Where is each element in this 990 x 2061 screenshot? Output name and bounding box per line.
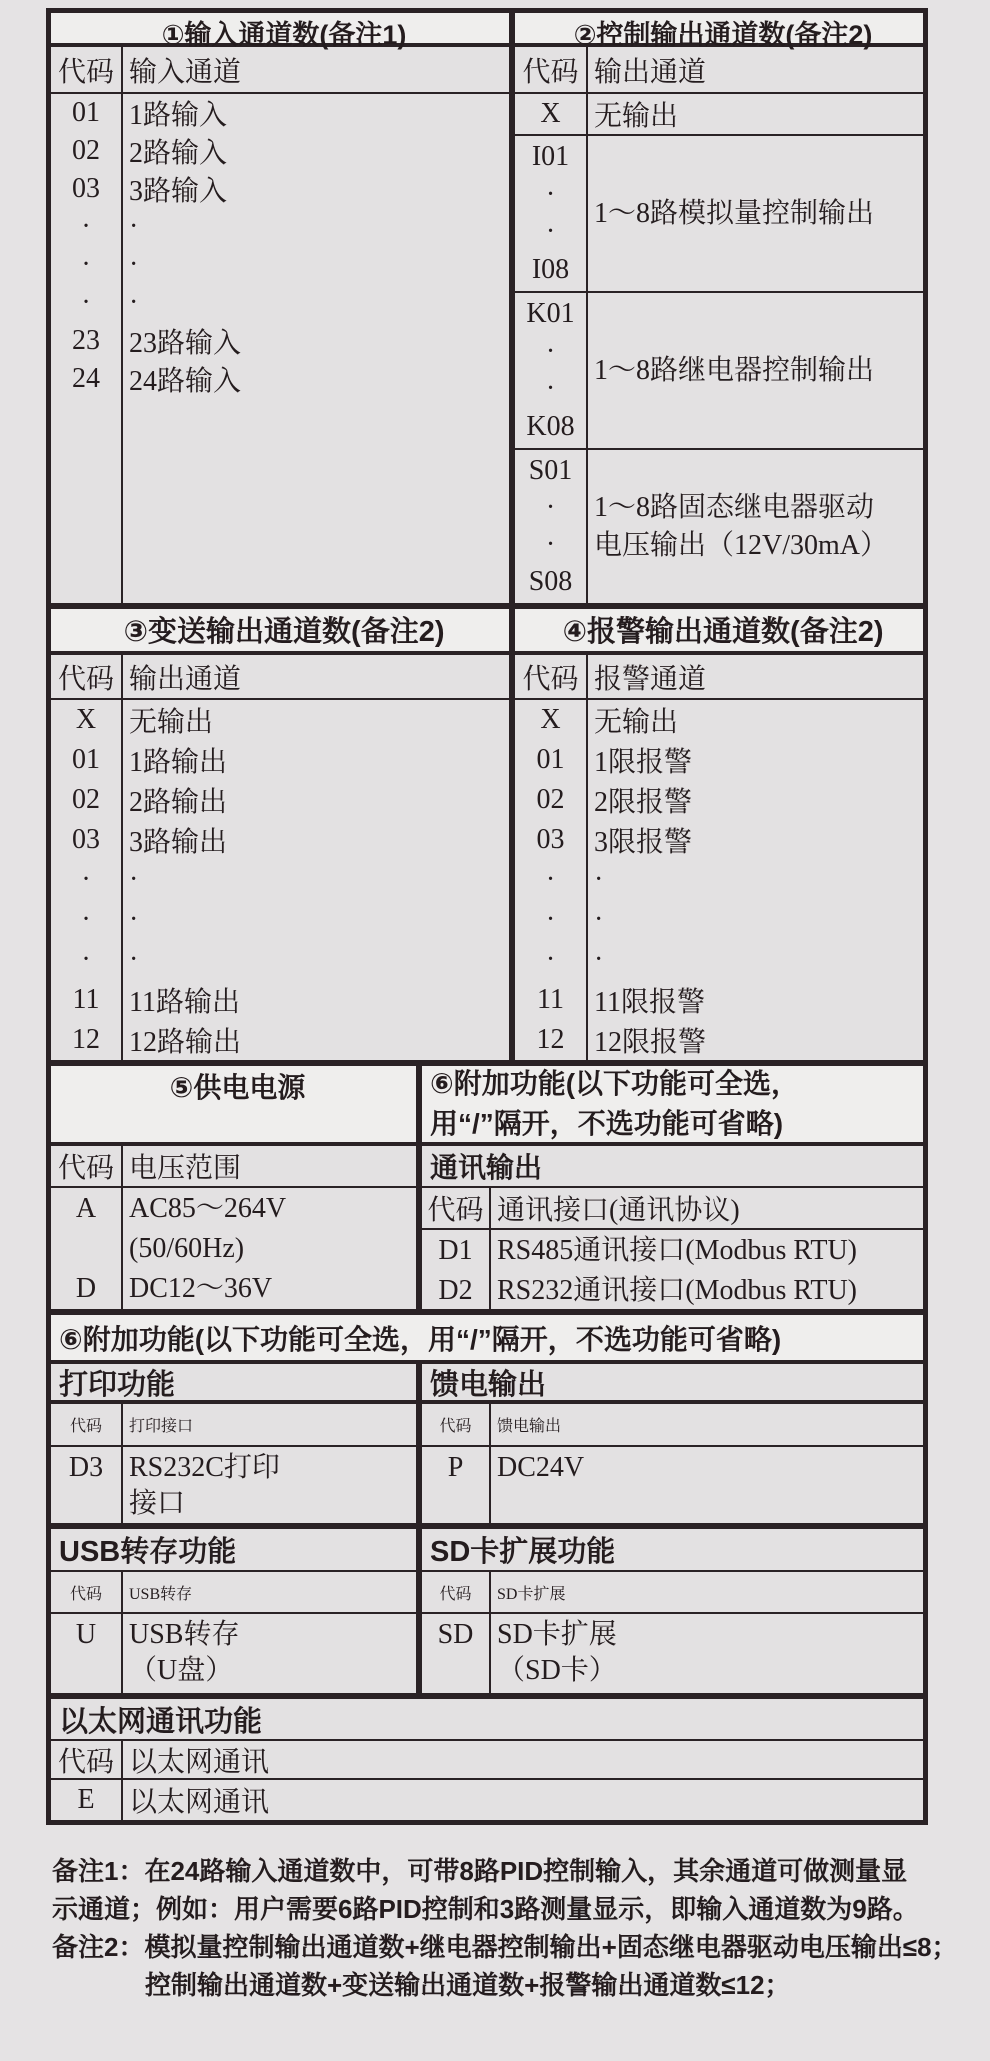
value-cell: 2路输入	[129, 138, 228, 169]
print-interface-header: 打印接口	[129, 1418, 194, 1435]
code-cell: ·	[51, 208, 123, 246]
ellipsis-row	[51, 284, 509, 322]
code-cell: 23	[51, 322, 123, 360]
section-body-1-2	[51, 47, 923, 603]
value-cell: 以太网通讯	[129, 1787, 270, 1818]
power-output-label: 馈电输出	[430, 1368, 547, 1401]
interface-header: 通讯接口(通讯协议)	[497, 1195, 740, 1226]
code-cell: E	[51, 1780, 123, 1820]
range-column: AC85～264V (50/60Hz) DC12～36V	[129, 1193, 287, 1304]
ellipsis-row	[51, 940, 509, 980]
ellipsis-row	[51, 208, 509, 246]
table-row	[51, 700, 509, 740]
ellipsis-row	[515, 940, 923, 980]
column-header-row	[515, 47, 923, 94]
feature-label-row	[51, 1523, 923, 1572]
section6-full-title: ⑥附加功能(以下功能可全选，用“/”隔开，不选功能可省略)	[51, 1309, 923, 1364]
sd-feature-label: SD卡扩展功能	[430, 1536, 616, 1568]
table-row	[51, 1020, 509, 1060]
value-cell: ·	[594, 904, 604, 935]
code-cell: ·	[51, 860, 123, 900]
value-cell: USB转存 （U盘）	[129, 1619, 240, 1686]
ellipsis-row	[51, 246, 509, 284]
code-column: D1 D2	[422, 1230, 491, 1311]
section6-title: ⑥附加功能(以下功能可全选， 用“/”隔开，不选功能可省略)	[422, 1066, 923, 1142]
interface-column: RS485通讯接口(Modbus RTU) RS232通讯接口(Modbus RTU)	[497, 1235, 858, 1306]
comm-output-label: 通讯输出	[422, 1146, 923, 1188]
value-cell: 1路输出	[129, 747, 228, 778]
voltage-rows	[51, 1188, 416, 1309]
code-header: 代码	[422, 1188, 491, 1228]
value-cell: 2限报警	[594, 787, 693, 818]
code-cell: 03	[515, 820, 588, 860]
usb-header: USB转存	[129, 1585, 193, 1603]
ethernet-feature-label: 以太网通讯功能	[51, 1693, 923, 1741]
relay-output-group	[515, 291, 923, 448]
column-header-row	[422, 1188, 923, 1230]
ellipsis-row	[515, 900, 923, 940]
filler-row	[51, 398, 509, 603]
value-cell: ·	[129, 211, 139, 242]
section4-title: ④报警输出通道数(备注2)	[515, 609, 923, 651]
group-label: 1～8路模拟量控制输出	[594, 197, 875, 229]
table-row	[515, 740, 923, 780]
code-cell: 01	[51, 740, 123, 780]
table-row	[51, 94, 509, 132]
analog-output-group	[515, 134, 923, 291]
value-cell: 1限报警	[594, 747, 693, 778]
code-cell: 02	[515, 780, 588, 820]
code-range: S01 · · S08	[515, 450, 588, 603]
code-cell: 12	[51, 1020, 123, 1060]
ellipsis-row	[515, 860, 923, 900]
value-cell: SD卡扩展 （SD卡）	[497, 1619, 617, 1686]
code-header: 代码	[515, 655, 588, 698]
value-cell: ·	[129, 864, 139, 895]
section-body-5-6	[51, 1146, 923, 1309]
code-range: K01 · · K08	[515, 293, 588, 448]
transmit-output-table	[51, 655, 515, 1060]
code-cell: P	[422, 1447, 491, 1523]
code-cell: U	[51, 1614, 123, 1693]
code-cell: 02	[51, 780, 123, 820]
sd-header: SD卡扩展	[497, 1585, 566, 1603]
feature-header-row	[51, 1572, 923, 1614]
feature-label-row	[51, 1364, 923, 1404]
communication-table	[422, 1146, 923, 1309]
value-cell: 3路输入	[129, 176, 228, 207]
group-label: 1～8路固态继电器驱动 电压输出（12V/30mA）	[594, 491, 889, 561]
control-output-table	[515, 47, 923, 603]
footnotes	[52, 1852, 990, 2004]
value-cell: ·	[129, 904, 139, 935]
table-row	[51, 820, 509, 860]
section-header-row-1-2	[51, 13, 923, 50]
range-header: 电压范围	[129, 1153, 242, 1184]
table-row	[51, 170, 509, 208]
code-cell: ·	[515, 860, 588, 900]
table-row	[51, 132, 509, 170]
value-cell: 无输出	[594, 101, 679, 132]
note2-line1: 备注2：模拟量控制输出通道数+继电器控制输出+固态继电器驱动电压输出≤8；	[52, 1932, 958, 1962]
ssr-output-group	[515, 448, 923, 603]
section-header-row-3-4	[51, 603, 923, 655]
code-cell: 11	[51, 980, 123, 1020]
code-cell: 24	[51, 360, 123, 398]
value-cell: 1路输入	[129, 100, 228, 131]
comm-rows	[422, 1230, 923, 1311]
code-cell: ·	[51, 940, 123, 980]
input-channels-table	[51, 47, 515, 603]
section-header-row-5-6	[51, 1060, 923, 1146]
section1-title: ①输入通道数(备注1)	[51, 13, 515, 43]
code-header: 代码	[51, 1146, 123, 1186]
code-column: A D	[51, 1188, 123, 1309]
table-row	[51, 780, 509, 820]
column-header-row	[51, 47, 509, 94]
code-cell: SD	[422, 1614, 491, 1693]
value-cell: 11限报警	[594, 987, 705, 1018]
ethernet-header: 以太网通讯	[129, 1746, 270, 1778]
table-row	[515, 94, 923, 134]
code-cell: 03	[51, 820, 123, 860]
table-row	[515, 980, 923, 1020]
value-cell: ·	[594, 864, 604, 895]
note1-line2: 示通道；例如：用户需要6路PID控制和3路测量显示，即输入通道数为9路。	[52, 1894, 919, 1924]
value-cell: 11路输出	[129, 987, 240, 1018]
channel-header: 报警通道	[594, 663, 707, 695]
value-cell: 12限报警	[594, 1027, 707, 1058]
value-cell: DC24V	[497, 1452, 585, 1483]
code-cell: ·	[515, 900, 588, 940]
value-cell: 23路输入	[129, 328, 242, 359]
value-cell: ·	[594, 944, 604, 975]
value-cell: RS232C打印 接口	[129, 1452, 280, 1519]
code-cell: 01	[51, 94, 123, 132]
channel-header: 输出通道	[594, 56, 707, 88]
power-output-header: 馈电输出	[497, 1418, 562, 1435]
code-cell: X	[515, 700, 588, 740]
feature-value-row	[51, 1447, 923, 1523]
power-supply-table	[51, 1146, 422, 1309]
value-cell: ·	[129, 944, 139, 975]
code-header: 代码	[422, 1572, 491, 1612]
value-cell: 2路输出	[129, 787, 228, 818]
model-selection-table	[46, 8, 928, 1825]
code-header: 代码	[51, 47, 123, 92]
ellipsis-row	[51, 860, 509, 900]
group-label: 1～8路继电器控制输出	[594, 354, 875, 386]
value-cell: 12路输出	[129, 1027, 242, 1058]
code-cell: 11	[515, 980, 588, 1020]
feature-value-row	[51, 1614, 923, 1693]
code-cell: D3	[51, 1447, 123, 1523]
channel-header: 输出通道	[129, 663, 242, 695]
code-cell: 02	[51, 132, 123, 170]
code-cell: ·	[51, 284, 123, 322]
table-row	[515, 700, 923, 740]
code-cell: 01	[515, 740, 588, 780]
value-cell: ·	[129, 287, 139, 318]
table-row	[51, 360, 509, 398]
value-cell: 无输出	[594, 707, 679, 738]
channel-header: 输入通道	[129, 56, 242, 88]
code-header: 代码	[51, 655, 123, 698]
code-range: I01 · · I08	[515, 136, 588, 291]
code-cell: 12	[515, 1020, 588, 1060]
code-header: 代码	[422, 1404, 491, 1445]
table-row	[51, 1780, 923, 1820]
code-cell: ·	[51, 246, 123, 284]
code-header: 代码	[515, 47, 588, 92]
table-row	[51, 740, 509, 780]
table-row	[51, 322, 509, 360]
section3-title: ③变送输出通道数(备注2)	[51, 609, 515, 651]
code-cell: 03	[51, 170, 123, 208]
value-cell: ·	[129, 249, 139, 280]
table-row	[515, 780, 923, 820]
column-header-row	[51, 1741, 923, 1780]
table-row	[51, 980, 509, 1020]
code-cell: X	[515, 94, 588, 134]
code-cell: ·	[515, 940, 588, 980]
code-cell: X	[51, 700, 123, 740]
section2-title: ②控制输出通道数(备注2)	[515, 13, 923, 43]
section-body-3-4	[51, 655, 923, 1060]
feature-header-row	[51, 1404, 923, 1447]
value-cell: 24路输入	[129, 366, 242, 397]
table-row	[515, 820, 923, 860]
section5-title: ⑤供电电源	[51, 1066, 422, 1142]
value-cell: 3路输出	[129, 827, 228, 858]
note2-line2: 控制输出通道数+变送输出通道数+报警输出通道数≤12；	[145, 1970, 791, 2000]
code-header: 代码	[51, 1404, 123, 1445]
table-row	[515, 1020, 923, 1060]
code-header: 代码	[51, 1741, 123, 1778]
value-cell: 无输出	[129, 707, 214, 738]
note1-line1: 备注1：在24路输入通道数中，可带8路PID控制输入，其余通道可做测量显	[52, 1856, 908, 1886]
ellipsis-row	[51, 900, 509, 940]
column-header-row	[51, 655, 509, 700]
alarm-output-table	[515, 655, 923, 1060]
code-cell: ·	[51, 900, 123, 940]
usb-feature-label: USB转存功能	[51, 1529, 422, 1570]
column-header-row	[515, 655, 923, 700]
value-cell: 3限报警	[594, 827, 693, 858]
code-header: 代码	[51, 1572, 123, 1612]
column-header-row	[51, 1146, 416, 1188]
print-feature-label: 打印功能	[51, 1364, 422, 1400]
